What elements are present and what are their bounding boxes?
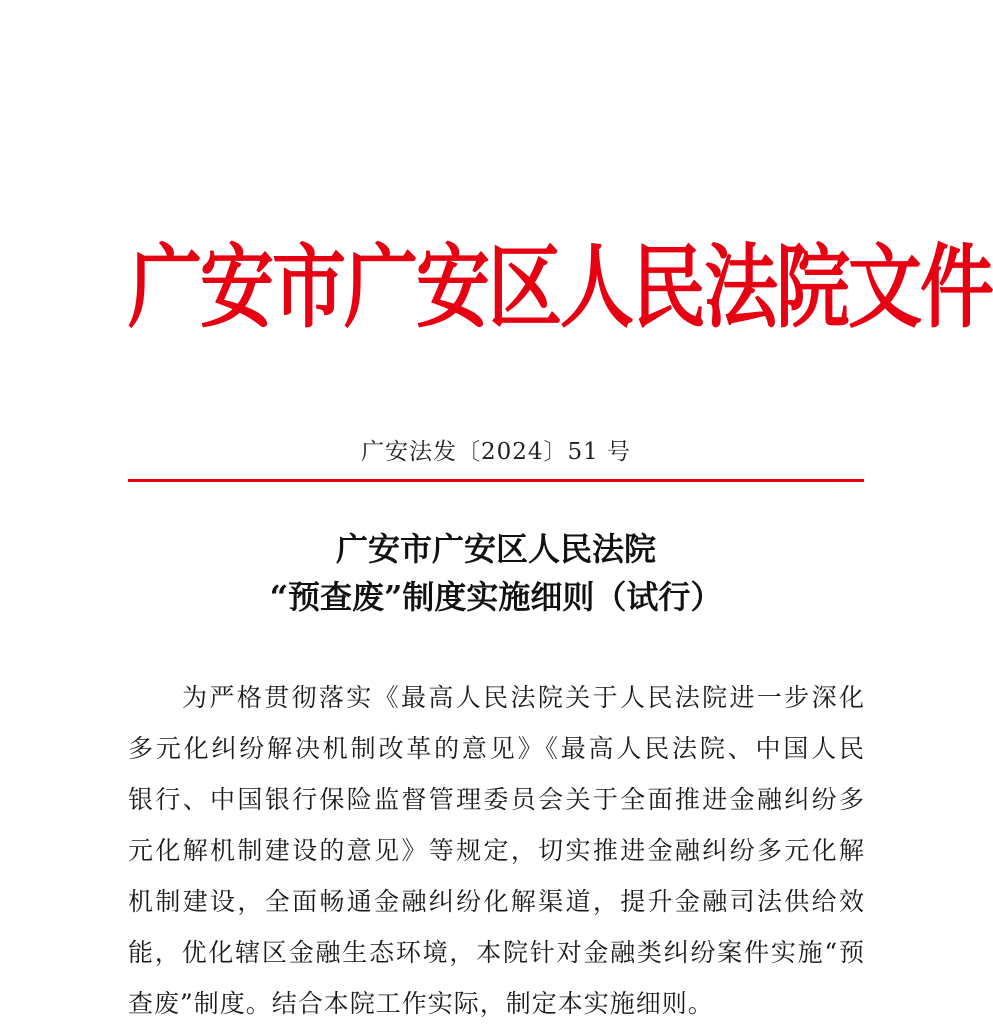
title-line-1: 广安市广安区人民法院 (335, 530, 656, 568)
masthead-title: 广安市广安区人民法院文件 (128, 235, 992, 341)
body-line: 机制建设，全面畅通金融纠纷化解渠道，提升金融司法供给效 (128, 887, 864, 916)
red-separator-line (128, 479, 864, 482)
body-line: 能，优化辖区金融生态环境，本院针对金融类纠纷案件实施“预 (128, 938, 864, 967)
body-paragraph (128, 675, 864, 1032)
body-line: 元化解机制建设的意见》等规定，切实推进金融纠纷多元化解 (128, 836, 864, 865)
body-line: 多元化纠纷解决机制改革的意见》《最高人民法院、中国人民 (128, 734, 864, 763)
body-line: 为严格贯彻落实《最高人民法院关于人民法院进一步深化 (182, 683, 864, 712)
document-number: 广安法发〔2024〕51 号 (360, 439, 632, 465)
body-line: 查废”制度。结合本院工作实际，制定本实施细则。 (128, 989, 714, 1018)
body-line: 银行、中国银行保险监督管理委员会关于全面推进金融纠纷多 (128, 785, 864, 814)
document-title (128, 525, 864, 621)
title-line-2: “预查废”制度实施细则（试行） (269, 578, 723, 616)
